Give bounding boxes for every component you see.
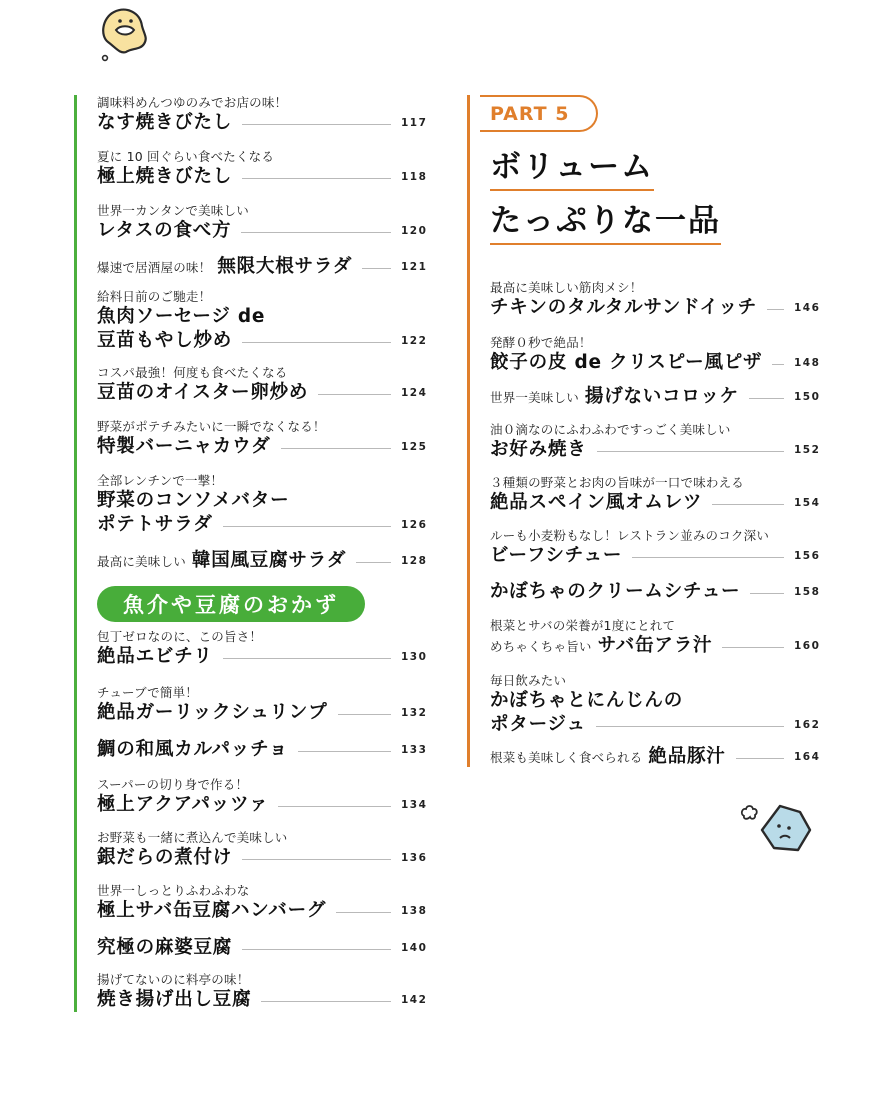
entry-title: ビーフシチュー <box>490 545 623 566</box>
entry-subtitle: ３種類の野菜とお肉の旨味が一口で味わえる <box>490 475 745 490</box>
toc-entry[interactable] <box>97 203 427 243</box>
entry-subtitle: 包丁ゼロなのに、この旨さ！ <box>97 629 263 644</box>
entry-subtitle: コスパ最強！何度も食べたくなる <box>97 365 288 380</box>
toc-entry[interactable] <box>490 745 820 769</box>
entry-subtitle: 爆速で居酒屋の味！ <box>97 260 212 275</box>
entry-title: 絶品エビチリ <box>97 646 213 667</box>
page-number: 138 <box>401 905 428 917</box>
toc-entry[interactable] <box>97 473 427 537</box>
leader-line <box>242 178 391 179</box>
leader-line <box>223 526 391 527</box>
leader-line <box>261 1001 391 1002</box>
page-number: 152 <box>794 444 821 456</box>
page-number: 128 <box>401 555 428 567</box>
toc-entry[interactable] <box>97 883 427 923</box>
entry-title: 韓国風豆腐サラダ <box>191 550 347 571</box>
toc-entry[interactable] <box>97 972 427 1012</box>
part-title-line: たっぷりな一品 <box>490 201 721 245</box>
entry-subtitle-inline: めちゃくちゃ旨い <box>490 639 592 654</box>
entry-title: 餃子の皮 de クリスピー風ピザ <box>490 352 763 373</box>
toc-entry[interactable] <box>97 419 427 459</box>
entry-title-line: 野菜のコンソメバター <box>97 490 290 511</box>
leader-line <box>242 124 391 125</box>
entry-title: 絶品豚汁 <box>648 746 726 767</box>
entry-title: 絶品ガーリックシュリンプ <box>97 702 328 723</box>
leader-line <box>722 647 784 648</box>
page-number: 134 <box>401 799 428 811</box>
entry-title: 銀だらの煮付け <box>97 847 233 868</box>
toc-entry[interactable] <box>97 95 427 135</box>
leader-line <box>242 859 391 860</box>
page-number: 136 <box>401 852 428 864</box>
entry-subtitle: 油０滴なのにふわふわですっごく美味しい <box>490 422 731 437</box>
part-label: PART 5 <box>480 95 598 132</box>
leader-line <box>632 557 784 558</box>
page-number: 140 <box>401 942 428 954</box>
toc-entry[interactable] <box>490 335 820 375</box>
leader-line <box>278 806 391 807</box>
page-number: 133 <box>401 744 428 756</box>
toc-entry[interactable] <box>97 289 427 353</box>
entry-subtitle: 毎日飲みたい <box>490 673 567 688</box>
leader-line <box>298 751 391 752</box>
page-number: 154 <box>794 497 821 509</box>
page-number: 148 <box>794 357 821 369</box>
page-number: 132 <box>401 707 428 719</box>
entry-title: 極上アクアパッツァ <box>97 794 269 815</box>
toc-entry[interactable] <box>490 528 820 568</box>
entry-title: 極上焼きびたし <box>97 166 233 187</box>
toc-entry[interactable] <box>97 629 427 669</box>
smiling-blob-mascot-icon <box>94 2 156 64</box>
page-number: 158 <box>794 586 821 598</box>
leader-line <box>242 949 391 950</box>
entry-title: チキンのタルタルサンドイッチ <box>490 297 758 318</box>
entry-title: 揚げないコロッケ <box>584 386 739 407</box>
entry-subtitle: ルーも小麦粉もなし！レストラン並みのコク深い <box>490 528 770 543</box>
page-number: 146 <box>794 302 821 314</box>
page-number: 160 <box>794 640 821 652</box>
toc-entry[interactable] <box>97 549 427 573</box>
toc-entry[interactable] <box>97 738 427 762</box>
entry-title: 豆苗のオイスター卵炒め <box>97 382 309 403</box>
toc-entry[interactable] <box>97 936 427 960</box>
entry-title: 絶品スペイン風オムレツ <box>490 492 703 513</box>
entry-title: 鯛の和風カルパッチョ <box>97 739 289 760</box>
entry-subtitle: 揚げてないのに料亭の味！ <box>97 972 250 987</box>
entry-title-line: ポテトサラダ <box>97 514 213 535</box>
toc-entry[interactable] <box>97 255 427 279</box>
toc-entry[interactable] <box>97 830 427 870</box>
entry-title: 極上サバ缶豆腐ハンバーグ <box>97 900 327 921</box>
toc-entry[interactable] <box>490 618 820 658</box>
entry-title-line: ポタージュ <box>490 714 586 735</box>
leader-line <box>242 342 391 343</box>
entry-subtitle: 最高に美味しい筋肉メシ！ <box>490 280 643 295</box>
toc-entry[interactable] <box>97 685 427 725</box>
entry-title-line: かぼちゃとにんじんの <box>490 690 684 711</box>
entry-title: 焼き揚げ出し豆腐 <box>97 989 252 1010</box>
entry-title: レタスの食べ方 <box>97 220 232 241</box>
page-number: 164 <box>794 751 821 763</box>
entry-subtitle: お野菜も一緒に煮込んで美味しい <box>97 830 288 845</box>
entry-subtitle: 全部レンチンで一撃！ <box>97 473 224 488</box>
toc-entry[interactable] <box>490 475 820 515</box>
page-number: 142 <box>401 994 428 1006</box>
toc-column-left <box>74 95 427 1012</box>
entry-title-line: 魚肉ソーセージ de <box>97 306 266 327</box>
entry-subtitle: 発酵０秒で絶品！ <box>490 335 592 350</box>
entry-title: お好み焼き <box>490 439 587 460</box>
page-number: 121 <box>401 261 428 273</box>
leader-line <box>281 448 391 449</box>
entry-subtitle: 根菜も美味しく食べられる <box>490 750 643 765</box>
toc-entry[interactable] <box>97 149 427 189</box>
entry-subtitle: 調味料めんつゆのみでお店の味！ <box>97 95 288 110</box>
part-title-line: ボリューム <box>490 147 654 191</box>
toc-entry[interactable] <box>490 280 820 320</box>
entry-title: なす焼きびたし <box>97 112 233 133</box>
leader-line <box>596 726 784 727</box>
leader-line <box>749 398 784 399</box>
page-number: 150 <box>794 391 821 403</box>
entry-title: 無限大根サラダ <box>217 256 353 277</box>
page-number: 130 <box>401 651 428 663</box>
entry-subtitle: スーパーの切り身で作る！ <box>97 777 249 792</box>
entry-title: サバ缶アラ汁 <box>597 635 713 656</box>
leader-line <box>356 562 391 563</box>
entry-subtitle: 野菜がポテチみたいに一瞬でなくなる！ <box>97 419 326 434</box>
sighing-hexagon-mascot-icon <box>738 800 818 858</box>
entry-title: 究極の麻婆豆腐 <box>97 937 233 958</box>
leader-line <box>223 658 391 659</box>
page-number: 156 <box>794 550 821 562</box>
entry-subtitle: チューブで簡単！ <box>97 685 198 700</box>
entry-subtitle: 最高に美味しい <box>97 554 186 569</box>
toc-entry[interactable] <box>97 777 427 817</box>
toc-entry[interactable] <box>490 422 820 462</box>
entry-title-line: 豆苗もやし炒め <box>97 330 233 351</box>
entry-title: 特製バーニャカウダ <box>97 436 271 457</box>
page-number: 125 <box>401 441 428 453</box>
entry-subtitle: 夏に 10 回ぐらい食べたくなる <box>97 149 275 164</box>
leader-line <box>767 309 784 310</box>
toc-entry[interactable] <box>490 385 820 409</box>
page-number: 122 <box>401 335 428 347</box>
page-number: 126 <box>401 519 428 531</box>
leader-line <box>338 714 392 715</box>
toc-entry[interactable] <box>97 365 427 405</box>
page-number: 162 <box>794 719 821 731</box>
entry-subtitle: 給料日前のご馳走！ <box>97 289 212 304</box>
leader-line <box>362 268 391 269</box>
page-number: 124 <box>401 387 428 399</box>
entry-subtitle: 世界一美味しい <box>490 390 579 405</box>
entry-subtitle: 世界一カンタンで美味しい <box>97 203 249 218</box>
page-number: 117 <box>401 117 428 129</box>
leader-line <box>772 364 784 365</box>
leader-line <box>597 451 784 452</box>
leader-line <box>241 232 391 233</box>
section-heading-seafood-tofu: 魚介や豆腐のおかず <box>97 586 365 622</box>
page-number: 120 <box>401 225 428 237</box>
leader-line <box>712 504 784 505</box>
leader-line <box>318 394 391 395</box>
leader-line <box>750 593 784 594</box>
leader-line <box>336 912 391 913</box>
toc-entry[interactable] <box>490 673 820 737</box>
leader-line <box>736 758 784 759</box>
entry-subtitle: 根菜とサバの栄養が1度にとれて <box>490 618 676 633</box>
page-number: 118 <box>401 171 428 183</box>
entry-subtitle: 世界一しっとりふわふわな <box>97 883 250 898</box>
toc-entry[interactable] <box>490 580 820 604</box>
entry-title: かぼちゃのクリームシチュー <box>490 581 741 602</box>
toc-column-right <box>467 95 820 767</box>
